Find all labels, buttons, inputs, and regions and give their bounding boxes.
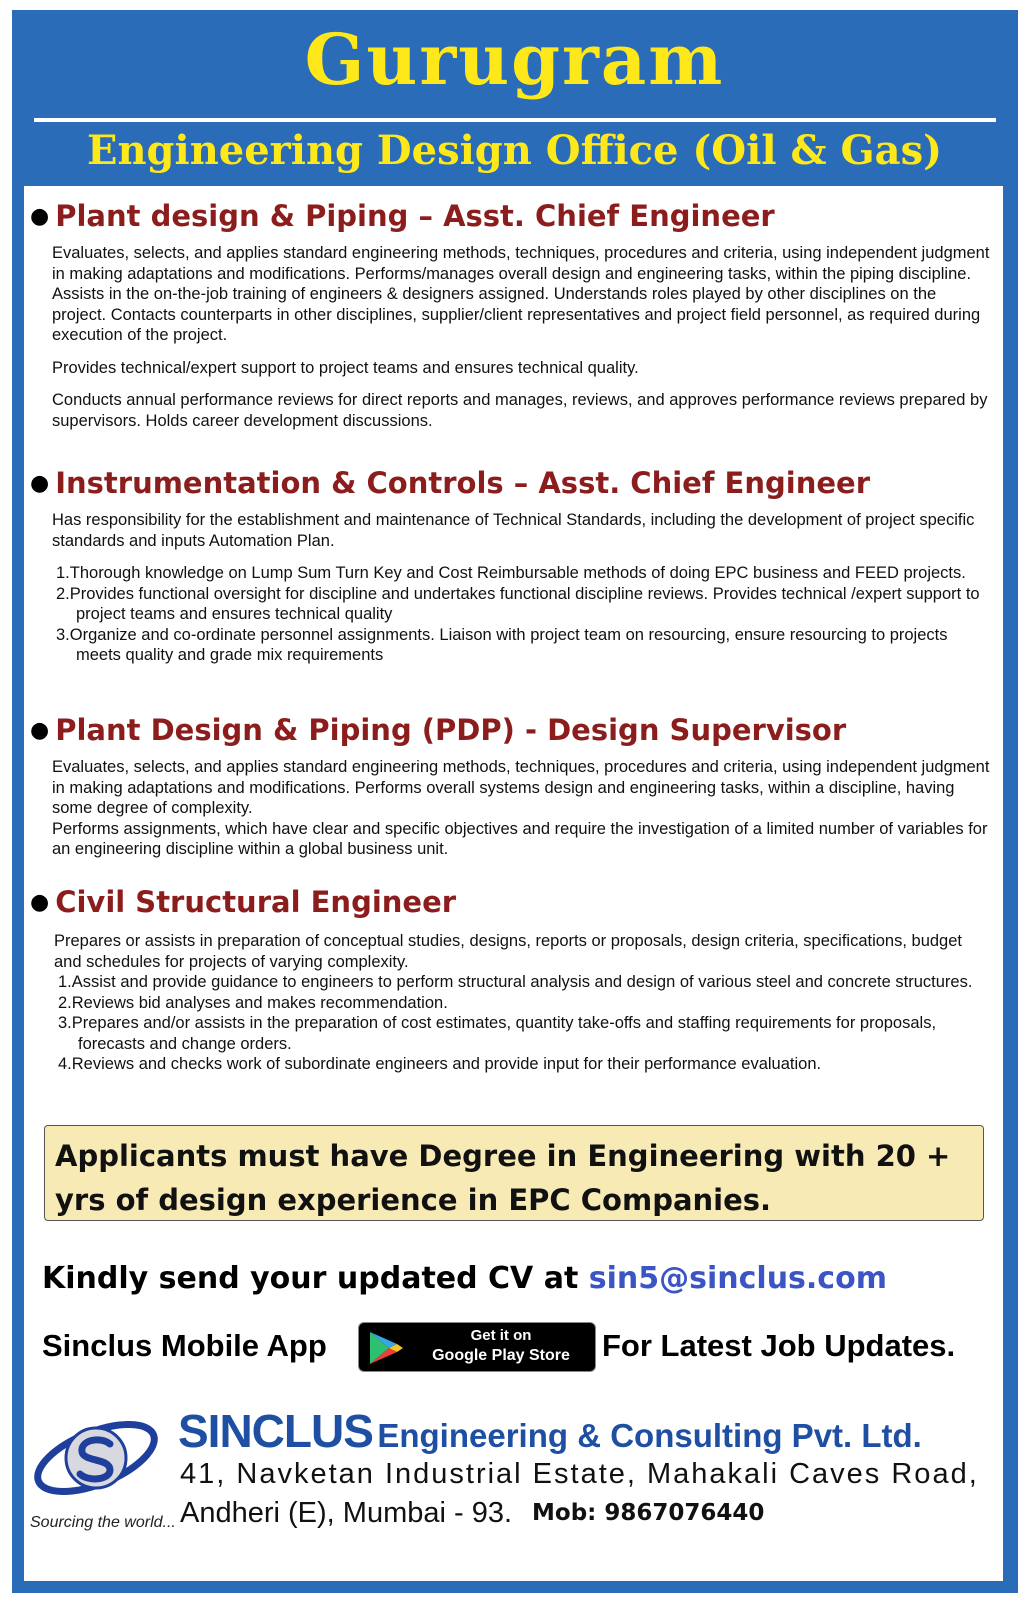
bullet-icon: ●	[30, 204, 50, 229]
page-subtitle: Engineering Design Office (Oil & Gas)	[86, 127, 943, 174]
job-section-plant-design-acе	[30, 198, 990, 431]
job-title: ● Instrumentation & Controls – Asst. Chief Engineer	[30, 466, 870, 500]
company-name	[178, 1404, 922, 1458]
job-title: ● Plant Design & Piping (PDP) - Design Supervisor	[30, 713, 847, 747]
list-item: 2.Reviews bid analyses and makes recommendation.	[58, 993, 448, 1012]
job-description: Performs assignments, which have clear and specific objectives and require the investigation of a limited number of variables for an engineering discipline within a global business unit.	[52, 819, 988, 858]
job-description: Prepares or assists in preparation of conceptual studies, designs, reports or proposals, design criteria, specifications, budget and schedules for projects of varying complexity.	[54, 932, 962, 971]
list-item: 4.Reviews and checks work of subordinate engineers and provide input for their performance evaluation.	[58, 1055, 822, 1073]
play-badge-line1: Get it on	[470, 1327, 532, 1344]
company-tagline: Sourcing the world...	[30, 1514, 176, 1531]
list-item: 1.Thorough knowledge on Lump Sum Turn Key and Cost Reimbursable methods of doing EPC business and FEED projects.	[56, 564, 966, 582]
job-description: Evaluates, selects, and applies standard engineering methods, techniques, procedures and criteria, using independent judgment in making adaptations and modifications. Performs overall systems design and engineering tasks, within a discipline, having some degree of complexity.	[52, 758, 990, 817]
list-item: 1.Assist and provide guidance to engineers to perform structural analysis and design of various steel and concrete structures.	[58, 973, 973, 991]
google-play-badge[interactable]	[358, 1322, 596, 1372]
requirement-box	[44, 1125, 984, 1221]
company-name-brand: SINCLUS	[178, 1405, 373, 1457]
list-item: 2.Provides functional oversight for discipline and undertakes functional discipline reviews. Provides technical /expert support to project teams and ensures technical quality	[56, 584, 980, 623]
job-description: Has responsibility for the establishment and maintenance of Technical Standards, including the development of project specific standards and inputs Automation Plan.	[52, 511, 975, 550]
company-mobile[interactable]: Mob: 9867076440	[532, 1500, 765, 1526]
bullet-icon: ●	[30, 718, 50, 743]
header-divider	[34, 118, 996, 122]
duties-list	[52, 563, 990, 666]
requirement-text: Applicants must have Degree in Engineering with 20 + yrs of design experience in EPC Companies.	[55, 1139, 951, 1217]
company-logo	[30, 1402, 170, 1512]
job-description: Conducts annual performance reviews for direct reports and manages, reviews, and approves performance reviews prepared by supervisors. Holds career development discussions.	[52, 391, 988, 430]
job-title: ● Plant design & Piping – Asst. Chief Engineer	[30, 199, 775, 233]
job-description: Provides technical/expert support to project teams and ensures technical quality.	[52, 358, 639, 377]
job-description: Evaluates, selects, and applies standard engineering methods, techniques, procedures and criteria, using independent judgment in making adaptations and modifications. Performs/manages overall design and engineering tasks, within the piping discipline. Assists in the on-the-job training of engineers & designers assigned. Understands roles played by other disciplines on the project. Contacts counterparts in other disciplines, supplier/client representatives and project field personnel, as required during execution of the project.	[52, 244, 990, 344]
duties-list	[54, 972, 990, 1075]
google-play-icon	[367, 1331, 405, 1365]
bullet-icon: ●	[30, 890, 50, 915]
email-link[interactable]: sin5@sinclus.com	[588, 1261, 887, 1296]
cv-instruction	[42, 1261, 887, 1296]
list-item: 3.Organize and co-ordinate personnel assignments. Liaison with project team on resourcing, ensure resourcing to projects meets quality and grade mix requirements	[56, 625, 948, 664]
cv-text: Kindly send your updated CV at	[42, 1261, 579, 1296]
list-item: 3.Prepares and/or assists in the preparation of cost estimates, quantity take-offs and staffing requirements for proposals, forecasts and change orders.	[58, 1014, 937, 1053]
company-address-line1: 41, Navketan Industrial Estate, Mahakali Caves Road,	[180, 1458, 979, 1490]
app-promo-row	[42, 1322, 982, 1372]
job-section-civil-structural	[30, 884, 990, 1075]
bullet-icon: ●	[30, 471, 50, 496]
company-address-line2: Andheri (E), Mumbai - 93.	[180, 1497, 513, 1529]
company-name-rest: Engineering & Consulting Pvt. Ltd.	[377, 1417, 922, 1454]
app-label: Sinclus Mobile App	[42, 1328, 327, 1363]
page-title: Gurugram	[304, 18, 725, 101]
job-title: ● Civil Structural Engineer	[30, 885, 457, 919]
job-section-pdp-supervisor	[30, 712, 990, 860]
play-badge-line2: Google Play Store	[432, 1347, 570, 1364]
app-tagline: For Latest Job Updates.	[602, 1328, 956, 1363]
job-section-instrumentation	[30, 465, 990, 666]
